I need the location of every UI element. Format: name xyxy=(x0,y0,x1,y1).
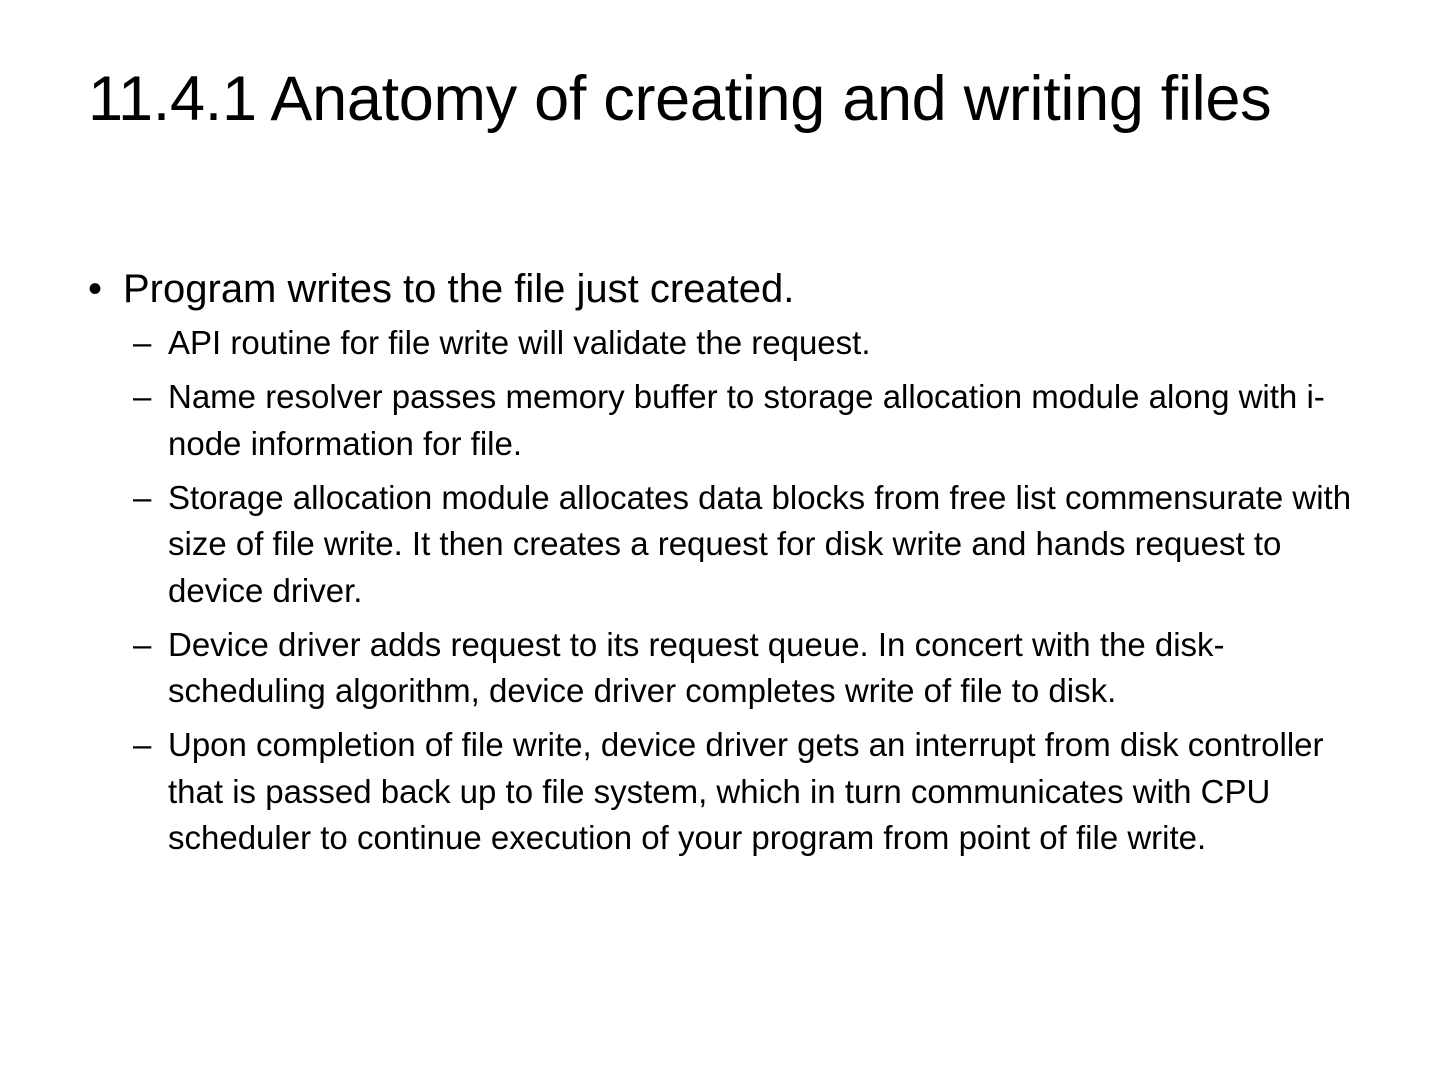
sub-bullet-item xyxy=(88,320,1378,367)
slide-body xyxy=(88,264,1378,869)
bullet-text: Program writes to the file just created. xyxy=(123,267,795,311)
dash-marker: – xyxy=(133,726,152,763)
dash-marker: – xyxy=(133,378,152,415)
dash-marker: – xyxy=(133,625,152,663)
sub-bullet-text: Upon completion of file write, device driver gets an interrupt from disk controller that is passed back up to file system, which in turn communicates with CPU scheduler to continue execution of your program from point of file write. xyxy=(168,726,1324,856)
sub-bullet-list xyxy=(88,320,1378,862)
dash-marker: – xyxy=(133,324,152,361)
bullet-marker: • xyxy=(88,267,103,311)
sub-bullet-item xyxy=(88,475,1378,615)
sub-bullet-text: API routine for file write will validate the request. xyxy=(168,324,871,361)
sub-bullet-text: Storage allocation module allocates data blocks from free list commensurate with size of file write. It then creates a request for disk write and hands request to device driver. xyxy=(168,478,1352,609)
sub-bullet-text: Device driver adds request to its request queue. In concert with the disk-scheduling algorithm, device driver completes write of file to disk. xyxy=(168,625,1225,709)
bullet-item xyxy=(88,264,1378,314)
slide-title: 11.4.1 Anatomy of creating and writing files xyxy=(88,64,1272,134)
dash-marker: – xyxy=(133,478,152,516)
sub-bullet-item xyxy=(88,722,1378,862)
sub-bullet-text: Name resolver passes memory buffer to storage allocation module along with i-node information for file. xyxy=(168,378,1325,462)
sub-bullet-item xyxy=(88,622,1378,715)
sub-bullet-item xyxy=(88,374,1378,467)
